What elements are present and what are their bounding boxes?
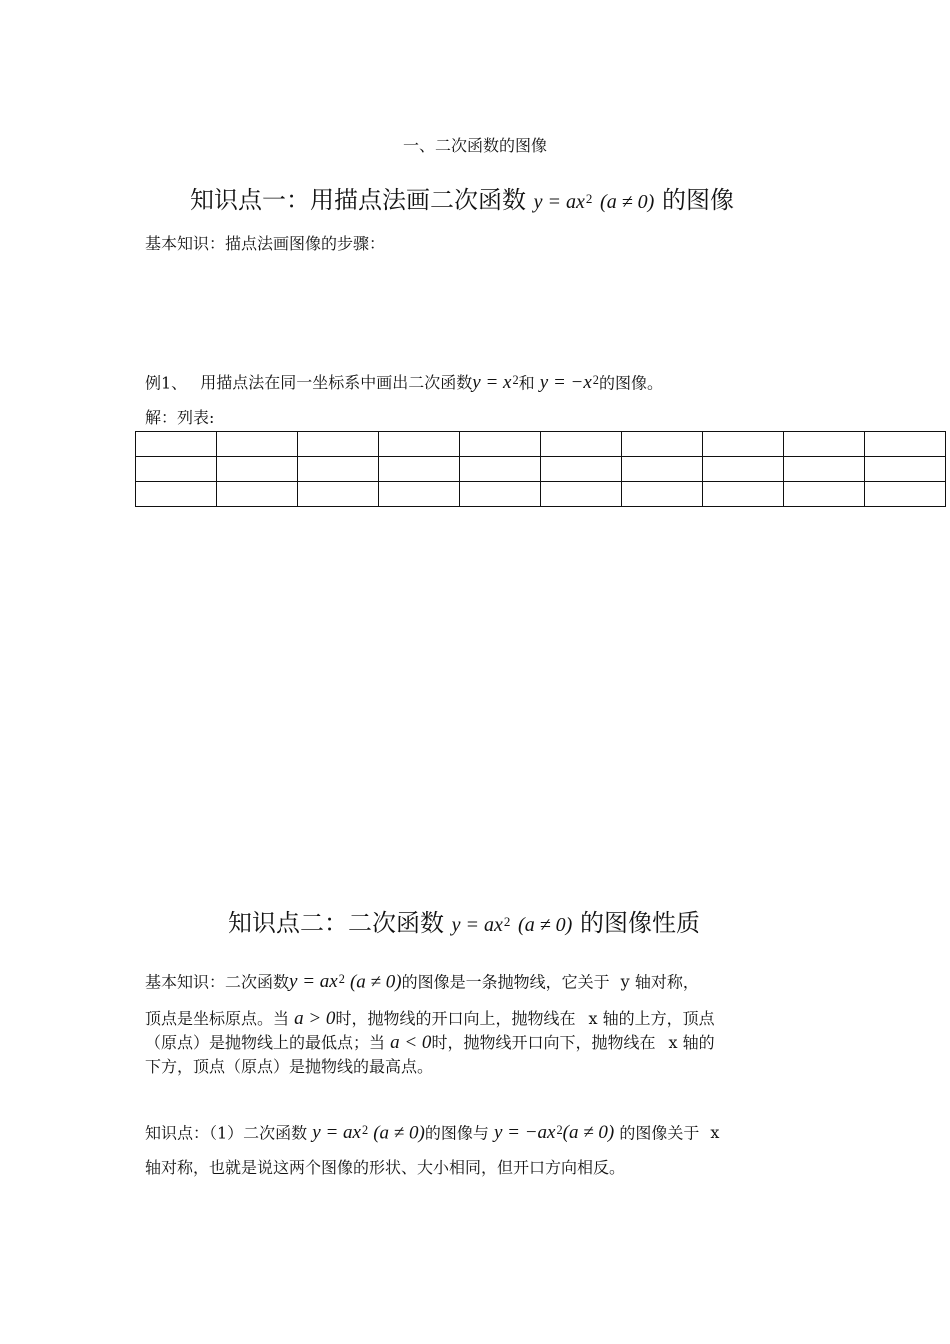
example-1-label: 例1、 <box>145 373 188 393</box>
kp-note-condition-1: (a ≠ 0) <box>373 1122 425 1144</box>
table-cell <box>703 432 784 457</box>
kp-note-suffix: 的图像关于 <box>619 1123 700 1143</box>
kp2-heading <box>228 903 700 938</box>
table-cell <box>217 457 298 482</box>
table-cell <box>703 457 784 482</box>
table-cell <box>298 432 379 457</box>
example-1-formula-1: $y = x^2$ <box>472 372 519 394</box>
kp2-line-2 <box>145 1007 715 1031</box>
kp2-line-2-suffix: 轴的上方，顶点 <box>602 1009 715 1028</box>
example-1 <box>145 368 663 395</box>
kp1-heading-prefix: 知识点一：用描点法画二次函数 <box>190 186 526 214</box>
kp2-cond-positive: a > 0 <box>294 1008 336 1029</box>
example-1-text: 用描点法在同一坐标系中画出二次函数 <box>200 373 473 393</box>
value-table <box>135 431 946 507</box>
kp2-line-1 <box>145 967 699 994</box>
kp2-axis-x-1: x <box>588 1009 598 1028</box>
kp-note-formula-2: $y = -ax^2(a \ne 0)$ <box>493 1122 615 1144</box>
kp2-formula: $y = ax^2$ <box>451 914 511 936</box>
table-cell <box>217 482 298 507</box>
kp-note-axis-x: x <box>710 1123 720 1143</box>
table-cell <box>298 457 379 482</box>
table-cell <box>784 482 865 507</box>
table-cell <box>865 432 946 457</box>
kp2-line-3 <box>145 1031 715 1055</box>
table-cell <box>865 482 946 507</box>
kp1-heading-suffix: 的图像 <box>661 186 734 214</box>
kp2-heading-suffix: 的图像性质 <box>579 909 700 937</box>
kp2-line-1-suffix: 轴对称， <box>634 972 699 992</box>
table-cell <box>379 482 460 507</box>
kp2-line-2-mid: 时，抛物线的开口向上，抛物线在 <box>335 1009 576 1028</box>
kp2-axis-x-2: x <box>668 1033 678 1052</box>
kp2-line-4: 下方，顶点（原点）是抛物线的最高点。 <box>145 1057 434 1076</box>
table-cell <box>298 482 379 507</box>
table-cell <box>865 457 946 482</box>
kp2-line-3-prefix: （原点）是抛物线上的最低点；当 <box>145 1033 386 1052</box>
kp-note-mid: 的图像与 <box>424 1123 489 1143</box>
table-cell <box>460 482 541 507</box>
table-row <box>136 457 946 482</box>
kp2-line-2-prefix: 顶点是坐标原点。当 <box>145 1009 290 1028</box>
table-cell <box>379 457 460 482</box>
table-cell <box>136 482 217 507</box>
kp1-formula: $y = ax^2$ <box>533 191 593 213</box>
kp2-line-1-mid: 的图像是一条抛物线，它关于 <box>401 972 610 992</box>
kp-note-line-1 <box>145 1118 719 1145</box>
kp2-line-3-mid: 时，抛物线开口向下，抛物线在 <box>431 1033 656 1052</box>
kp2-heading-prefix: 知识点二：二次函数 <box>228 909 444 937</box>
table-cell <box>460 432 541 457</box>
section-title: 一、二次函数的图像 <box>402 136 547 155</box>
kp2-cond-negative: a < 0 <box>390 1032 432 1053</box>
kp2-line-3-suffix: 轴的 <box>682 1033 715 1052</box>
table-cell <box>541 457 622 482</box>
kp2-line-1-prefix: 基本知识：二次函数 <box>145 972 290 992</box>
table-cell <box>784 432 865 457</box>
example-1-formula-2: $y = -x^2$ <box>539 372 599 394</box>
table-cell <box>541 432 622 457</box>
kp-note-line-2: 轴对称，也就是说这两个图像的形状、大小相同，但开口方向相反。 <box>145 1158 626 1177</box>
table-cell <box>379 432 460 457</box>
kp-note-formula-1: $y = ax^2$ <box>312 1122 369 1144</box>
basic-knowledge-1: 基本知识：描点法画图像的步骤： <box>145 234 386 253</box>
kp2-condition: (a ≠ 0) <box>518 914 573 936</box>
table-cell <box>136 432 217 457</box>
table-cell <box>217 432 298 457</box>
kp-note-prefix: 知识点：（1）二次函数 <box>145 1123 308 1143</box>
example-1-suffix: 的图像。 <box>598 373 663 393</box>
solution-label: 解：列表: <box>145 408 215 427</box>
kp2-axis-y: y <box>620 972 630 992</box>
table-row <box>136 432 946 457</box>
kp2-line-1-formula: $y = ax^2$ <box>289 971 345 993</box>
table-cell <box>784 457 865 482</box>
kp1-condition: (a ≠ 0) <box>600 191 655 213</box>
table-cell <box>460 457 541 482</box>
table-cell <box>136 457 217 482</box>
kp2-line-1-condition: (a ≠ 0) <box>349 971 402 993</box>
kp1-heading <box>190 180 734 215</box>
table-cell <box>622 432 703 457</box>
table-cell <box>622 457 703 482</box>
table-cell <box>703 482 784 507</box>
example-1-and: 和 <box>518 373 535 393</box>
table-cell <box>622 482 703 507</box>
table-cell <box>541 482 622 507</box>
table-row <box>136 482 946 507</box>
